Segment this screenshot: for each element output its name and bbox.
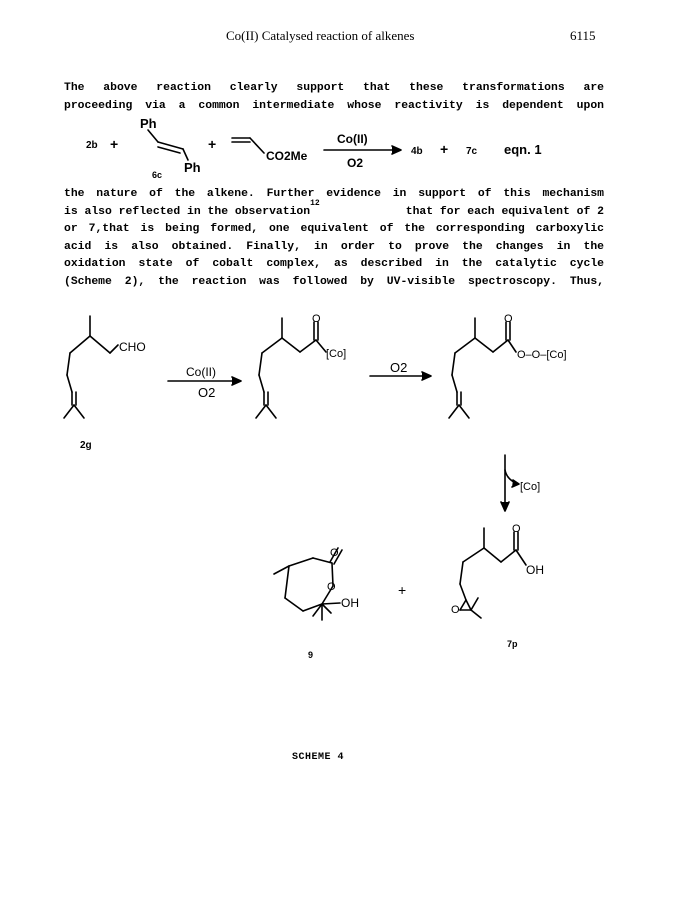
- structure-2g: [64, 316, 118, 418]
- text-segment: is also reflected in the observation: [64, 205, 311, 218]
- oxidant-label: O2: [198, 385, 216, 400]
- plus-sign: +: [110, 136, 119, 152]
- scheme-caption: SCHEME 4: [292, 752, 345, 763]
- text-line: acid is also obtained. Finally, in order to prove the changes in the: [64, 240, 604, 253]
- text-line: oxidation state of cobalt complex, as described in the catalytic cycle: [64, 258, 604, 270]
- product-label-7c: 7c: [466, 146, 478, 157]
- text-line: The above reaction clearly support that these transformations are: [64, 82, 604, 94]
- structure-epoxy-acid-7p: [460, 528, 526, 618]
- page-number: 6115: [570, 28, 596, 43]
- ring-oxygen-label: O: [327, 581, 336, 593]
- catalyst-label: Co(II): [186, 365, 216, 379]
- aldehyde-group-label: CHO: [119, 340, 146, 354]
- reaction-arrow-eqn: [324, 146, 401, 154]
- peroxy-cobalt-label: O–O–[Co]: [517, 349, 567, 361]
- compound-label-6c: 6c: [152, 170, 163, 180]
- compound-label-2g: 2g: [80, 440, 92, 451]
- phenyl-label: Ph: [140, 116, 157, 131]
- methyl-acrylate-structure: [232, 138, 264, 153]
- text-line: or 7,that is being formed, one equivalent of the corresponding carboxylic: [64, 223, 604, 235]
- oxidant-label: O2: [390, 360, 408, 375]
- reagent-2b: 2b: [86, 140, 98, 151]
- cobalt-label: [Co]: [520, 481, 541, 493]
- hydroxyl-label: OH: [526, 563, 544, 577]
- catalyst-label: Co(II): [337, 132, 368, 146]
- paragraph-mechanism: [64, 186, 604, 291]
- product-label-4b: 4b: [411, 146, 423, 157]
- carbonyl-oxygen-label: O: [330, 547, 339, 559]
- reference-superscript: 12: [310, 198, 320, 208]
- text-line: proceeding via a common intermediate whose reactivity is dependent upon: [64, 99, 604, 112]
- text-line-with-reference: [64, 198, 604, 222]
- plus-sign: +: [440, 141, 449, 157]
- plus-sign: +: [208, 136, 217, 152]
- cobalt-label: [Co]: [326, 348, 347, 360]
- text-line: (Scheme 2), the reaction was followed by UV-visible spectroscopy. Thus,: [64, 275, 604, 288]
- oxidant-label: O2: [347, 156, 364, 170]
- epoxide-oxygen-label: O: [451, 604, 460, 616]
- running-title: Co(II) Catalysed reaction of alkenes: [226, 28, 415, 43]
- plus-sign: +: [398, 582, 407, 598]
- reaction-arrow-down: [501, 455, 519, 511]
- compound-label-9: 9: [308, 650, 314, 660]
- text-line: the nature of the alkene. Further evidence in support of this mechanism: [64, 188, 604, 200]
- compound-label-7p: 7p: [507, 639, 518, 649]
- stilbene-structure: [148, 130, 188, 160]
- carbonyl-oxygen-label: O: [504, 313, 513, 325]
- structure-acyl-cobalt: [256, 318, 326, 418]
- structure-peroxy-cobalt: [449, 318, 516, 418]
- carbonyl-oxygen-label: O: [512, 523, 521, 535]
- hydroxyl-label: OH: [341, 596, 359, 610]
- equation-number: eqn. 1: [504, 142, 542, 157]
- ester-group-label: CO2Me: [266, 149, 308, 163]
- carbonyl-oxygen-label: O: [312, 313, 321, 325]
- phenyl-label: Ph: [184, 160, 201, 175]
- text-segment: that for each equivalent of 2: [398, 205, 604, 218]
